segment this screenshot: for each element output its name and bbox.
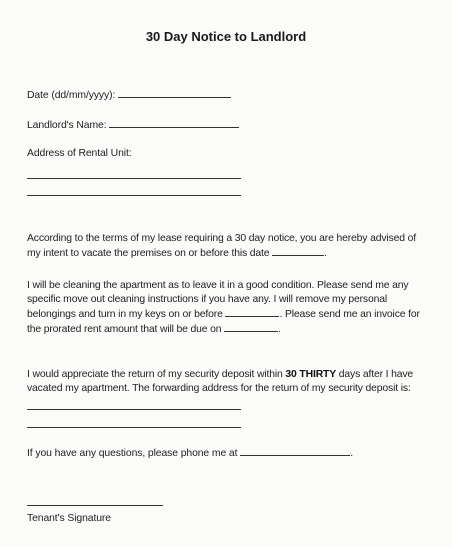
deposit-paragraph — [27, 368, 432, 396]
forwarding-address-line-2[interactable] — [27, 427, 241, 428]
signature-line[interactable] — [27, 505, 163, 506]
forwarding-address-line-1[interactable] — [27, 409, 241, 410]
deposit-days-bold: 30 THIRTY — [285, 369, 337, 380]
document-title: 30 Day Notice to Landlord — [145, 29, 307, 44]
keys-date-blank[interactable] — [225, 307, 279, 317]
period-2: . — [278, 324, 281, 335]
cleaning-paragraph — [27, 279, 432, 337]
vacate-date-blank[interactable] — [272, 246, 324, 256]
landlord-name-label: Landlord's Name: — [27, 120, 107, 131]
address-line-1[interactable] — [27, 178, 241, 179]
period-3: . — [350, 448, 353, 459]
deposit-text-b: days after I have vacated my apartment. The forwarding address for the return of my security deposit is: — [27, 369, 414, 394]
date-field-row — [27, 88, 231, 101]
vacate-paragraph — [27, 232, 432, 261]
signature-label: Tenant's Signature — [27, 513, 111, 524]
address-label: Address of Rental Unit: — [27, 148, 132, 159]
cleaning-text-b: . Please send me an invoice for the prorated rent amount that will be due on — [27, 309, 420, 335]
vacate-text: According to the terms of my lease requiring a 30 day notice, you are hereby advised of my intent to vacate the premises on or before this date — [27, 233, 416, 259]
date-label: Date (dd/mm/yyyy): — [27, 90, 116, 101]
address-line-2[interactable] — [27, 195, 241, 196]
landlord-field-row — [27, 118, 239, 131]
cleaning-text-a: I will be cleaning the apartment as to leave it in a good condition. Please send me any specific move out cleaning instructions if you have any. I will remove my personal belongings and turn in my keys on or before — [27, 280, 409, 320]
deposit-text-a: I would appreciate the return of my security deposit within — [27, 369, 283, 380]
prorated-rent-date-blank[interactable] — [224, 322, 278, 332]
landlord-name-blank[interactable] — [109, 118, 239, 128]
questions-row — [27, 446, 353, 459]
phone-blank[interactable] — [240, 446, 350, 456]
questions-text: If you have any questions, please phone me at — [27, 448, 238, 459]
period-1: . — [324, 248, 327, 259]
date-blank[interactable] — [118, 88, 231, 98]
